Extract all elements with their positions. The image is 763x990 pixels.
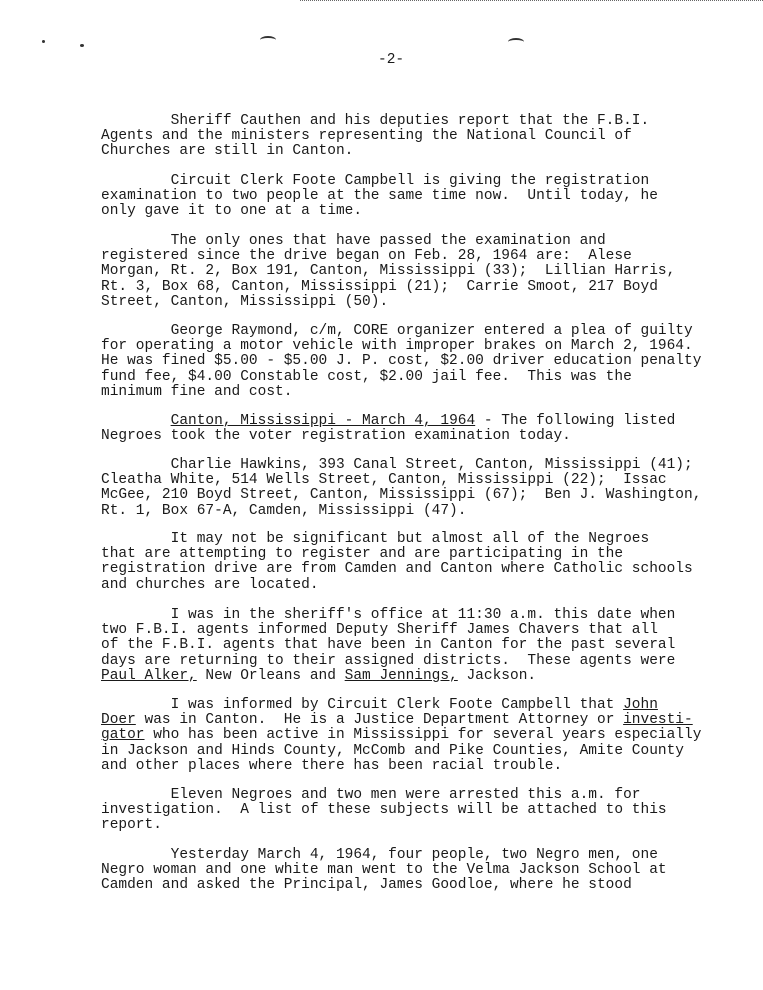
paragraph-fbi-agents: Sheriff Cauthen and his deputies report that the F.B.I. Agents and the ministers representing the National Council of Churches are still in Canton. [101,113,650,160]
name-doer: Doer [101,712,136,729]
paragraph-arrests: Eleven Negroes and two men were arrested this a.m. for investigation. A list of these subjects will be attached to this report. [101,787,667,834]
paragraph-camden-canton: It may not be significant but almost all of the Negroes that are attempting to register and are participating in the registration drive are from Camden and Canton where Catholic schools and churches are located. [101,531,693,593]
paragraph-sheriff-office: I was in the sheriff's office at 11:30 a.m. this date when two F.B.I. agents informed Deputy Sheriff James Chavers that all of the F.B.I. agents that have been in Canton for the past several days are returning to their assigned districts. These agents were Paul Alker, New Orleans and Sam Jennings, Jackson. [101,607,676,684]
paragraph-examinees-list: Charlie Hawkins, 393 Canal Street, Canton, Mississippi (41); Cleatha White, 514 Wells Street, Canton, Mississippi (22); Issac McGee, 210 Boyd Street, Canton, Mississippi (67); Ben J. Washington, Rt. 1, Box 67-A, Camden, Mississippi (47). [101,457,702,519]
paragraph-velma-jackson-school: Yesterday March 4, 1964, four people, two Negro men, one Negro woman and one white man went to the Velma Jackson School at Camden and asked the Principal, James Goodloe, where he stood [101,847,667,894]
name-john: John [623,697,658,713]
scan-speck [80,44,84,47]
top-dotted-rule [300,0,763,3]
paragraph-passed-registrants: The only ones that have passed the examination and registered since the drive began on Feb. 28, 1964 are: Alese Morgan, Rt. 2, Box 191, Canton, Mississippi (33); Lillian Harris, Rt. 3, Box 68, Canton, Mississippi (21); Carrie Smoot, 217 Boyd Street, Canton, Mississippi (50). [101,233,676,310]
scan-mark-left [260,36,276,44]
scan-mark-right [508,38,524,46]
paragraph-registration-exam: Circuit Clerk Foote Campbell is giving the registration examination to two people at the same time now. Until today, he only gave it to one at a time. [101,173,658,220]
paragraph-george-raymond: George Raymond, c/m, CORE organizer entered a plea of guilty for operating a motor vehicle with improper brakes on March 2, 1964. He was fined $5.00 - $5.00 J. P. cost, $2.00 driver education penalty fund fee, $4.00 Constable cost, $2.00 jail fee. This was the minimum fine and cost. [101,323,702,400]
agent-name-jennings: Sam Jennings, [344,667,458,684]
paragraph-john-doar: I was informed by Circuit Clerk Foote Campbell that John Doer was in Canton. He is a Justice Department Attorney or investi- gator who has been active in Mississippi for several years especially in Jackson and Hinds County, McComb and Pike Counties, Amite County and other places where there has been racial trouble. [101,697,702,774]
page-number: -2- [378,52,405,68]
paragraph-dated-entry: Canton, Mississippi - March 4, 1964 - The following listed Negroes took the voter registration examination today. [101,413,676,445]
agent-name-alker: Paul Alker, [101,667,197,684]
date-heading: Canton, Mississippi - March 4, 1964 [170,413,476,429]
scan-speck [42,40,45,43]
